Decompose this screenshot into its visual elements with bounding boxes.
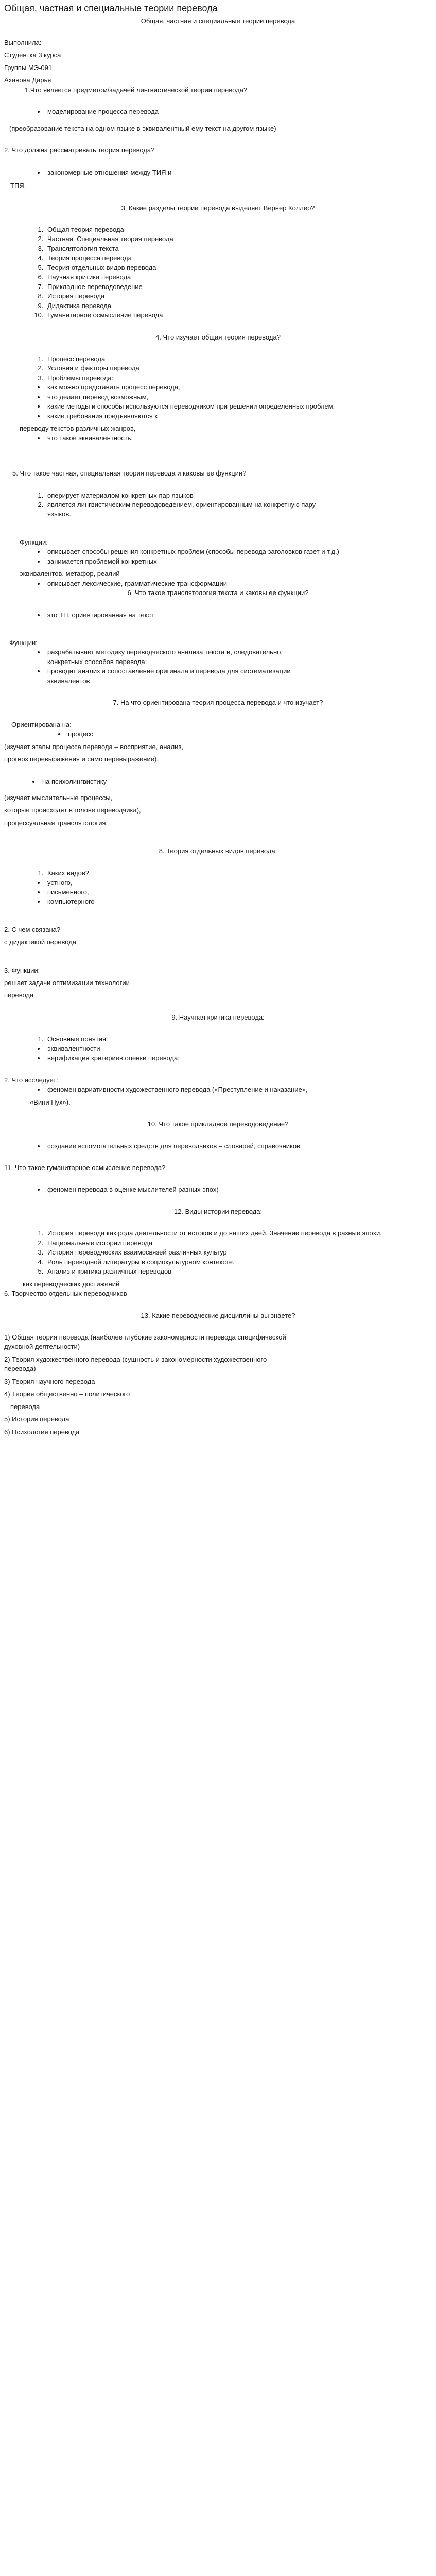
question-8: 8. Теория отдельных видов перевода: [159,847,277,855]
question-10: 10. Что такое прикладное переводоведение? [147,1120,289,1128]
list-item: 7. Прикладное переводоведение [45,282,432,292]
list-item: 2. Национальные истории перевода [45,1239,411,1248]
list-item: • закономерные отношения между ТИЯ и [45,168,432,177]
question-6: 6. Что такое транслятология текста и каковы ее функции? [127,589,309,597]
list-item: 2. Частная. Специальная теория перевода [45,234,432,244]
list-item: • описывает лексические, грамматические трансформации [45,579,432,588]
question-2-tail: ТПЯ. [10,182,26,190]
question-8-sub: 3. Функции: [4,966,40,974]
list-item: • письменного, [45,888,432,897]
meta-line: Выполнила: [4,39,42,46]
document-title: Общая, частная и специальные теории перевода [4,3,218,13]
question-7-text: процессуальная транслятология, [4,819,108,827]
question-5-tail: эквивалентов, метафор, реалий [20,570,120,578]
list-item: • устного, [45,878,432,887]
list-item: • разрабатывает методику переводческого анализа текста и, следовательно, конкретных способов перевода; [45,648,298,667]
question-12-list [4,1229,432,1276]
question-7-label: Ориентирована на: [11,720,72,728]
list-item: • верификация критериев оценки перевода; [45,1054,432,1063]
list-item: 3. Транслятология текста [45,244,432,253]
question-7-text: (изучает мыслительные процессы, [4,794,113,802]
question-12-item-6: 6. Творчество отдельных переводчиков [4,1290,127,1298]
question-13-line: 2) Теория художественного перевода (сущность и закономерности художественного перевода) [4,1355,267,1373]
list-item: • феномен перевода в оценке мыслителей разных эпох) [45,1185,432,1194]
list-item: 10. Гуманитарное осмысление перевода [45,311,432,320]
list-item: 1. Основные понятия: [45,1035,432,1044]
question-7-text: которые происходят в голове переводчика), [4,806,141,815]
question-13: 13. Какие переводческие дисциплины вы знаете? [141,1311,295,1319]
list-item: 1. оперирует материалом конкретных пар языков [45,491,319,500]
list-item: • моделирование процесса перевода [45,107,432,116]
question-6-functions-label: Функции: [9,639,38,647]
list-item: • как можно представить процесс перевода, [45,383,339,392]
list-item: 4. Теория процесса перевода [45,253,432,263]
question-7: 7. На что ориентирована теория процесса перевода и что изучает? [113,699,323,707]
list-item: • что такое эквивалентность. [45,434,432,443]
document-subtitle: Общая, частная и специальные теории перевода [141,16,295,25]
question-11: 11. Что такое гуманитарное осмысление перевода? [4,1163,166,1172]
list-item: 1. Каких видов? [45,869,432,878]
list-item: 1. Общая теория перевода [45,225,432,234]
question-7-text: (изучает этапы процесса перевода – восприятие, анализ, [4,742,184,751]
question-13-line: перевода [10,1402,40,1411]
list-item: • какие требования предъявляются к [45,412,339,421]
question-9-sub: 2. Что исследует: [4,1076,58,1084]
list-item: • компьютерного [45,897,432,906]
question-8-sub-text: перевода [4,991,34,999]
list-item: • занимается проблемой конкретных [45,557,350,566]
question-1-note: (преобразование текста на одном языке в эквивалентный ему текст на другом языке) [9,124,276,132]
list-item: • проводит анализ и сопоставление оригинала и перевода для систематизации эквивалентов. [45,667,298,686]
question-4-tail: переводу текстов различных жанров, [20,425,136,433]
question-12-tail: как переводческих достижений [23,1280,120,1288]
question-12: 12. Виды истории перевода: [173,1207,263,1215]
question-5-list [4,491,432,519]
question-5: 5. Что такое частная, специальная теория перевода и каковы ее функции? [12,469,247,478]
question-9-tail: «Вини Пух»). [30,1098,71,1106]
question-3: 3. Какие разделы теории перевода выделяет Вернер Коллер? [121,204,315,212]
question-9: 9. Научная критика перевода: [171,1013,265,1021]
question-13-line: 5) История перевода [4,1415,69,1423]
list-item: 1. Процесс перевода [45,354,432,364]
question-8-sub-text: с дидактикой перевода [4,938,77,946]
list-item: 9. Дидактика перевода [45,301,432,311]
question-8-sub-text: решает задачи оптимизации технологии [4,979,130,987]
list-item: • описывает способы решения конкретных проблем (способы перевода заголовков газет и т.д.) [45,547,350,556]
question-5-functions-label: Функции: [20,538,48,546]
list-item: • создание вспомогательных средств для переводчиков – словарей, справочников [45,1142,339,1151]
list-item: • эквивалентности [45,1044,432,1054]
list-item: 5. Анализ и критика различных переводов [45,1267,411,1276]
question-2: 2. Что должна рассматривать теория перевода? [4,146,155,155]
list-item: 8. История перевода [45,292,432,301]
question-8-list [4,869,432,878]
list-item: • феномен вариативности художественного перевода («Преступление и наказание», [45,1085,380,1094]
list-item: 4. Роль переводной литературы в социокультурном контексте. [45,1258,411,1267]
question-13-line: 3) Теория научного перевода [4,1377,95,1385]
question-4-list [4,354,432,383]
question-1: 1.Что является предметом/задачей лингвистической теории перевода? [25,86,248,94]
list-item: 3. История переводческих взаимосвязей различных культур [45,1248,411,1257]
list-item: • что делает перевод возможным, [45,393,339,402]
question-9-list [4,1035,432,1044]
question-13-line: 1) Общая теория перевода (наиболее глубокие закономерности перевода специфической духовной деятельности) [4,1333,286,1351]
list-item: • какие методы и способы используются переводчиком при решении определенных проблем, [45,402,339,411]
list-item: 6. Научная критика перевода [45,273,432,282]
meta-line: Группы МЭ-091 [4,63,53,72]
question-7-text: прогноз перевыражения и само перевыражение), [4,755,159,764]
question-3-list [4,225,432,320]
list-item: • это ТП, ориентированная на текст [45,611,432,620]
list-item: • процесс [66,730,432,739]
meta-line: Студентка 3 курса [4,51,61,59]
question-13-line: 6) Психология перевода [4,1428,80,1436]
question-4: 4. Что изучает общая теория перевода? [155,333,281,341]
list-item: 3. Проблемы перевода: [45,374,432,383]
list-item: 5. Теория отдельных видов перевода [45,263,432,273]
question-8-sub: 2. С чем связана? [4,925,61,934]
list-item: • на психолингвистику [40,777,432,786]
list-item: 2. является лингвистическим переводоведением, ориентированным на конкретную пару языков. [45,500,319,519]
list-item: 1. История перевода как рода деятельности от истоков и до наших дней. Значение перевода в разные эпохи. [45,1229,411,1238]
list-item: 2. Условия и факторы перевода [45,364,432,373]
meta-line: Аханова Дарья [4,76,51,84]
question-13-line: 4) Теория общественно – политического [4,1390,130,1398]
